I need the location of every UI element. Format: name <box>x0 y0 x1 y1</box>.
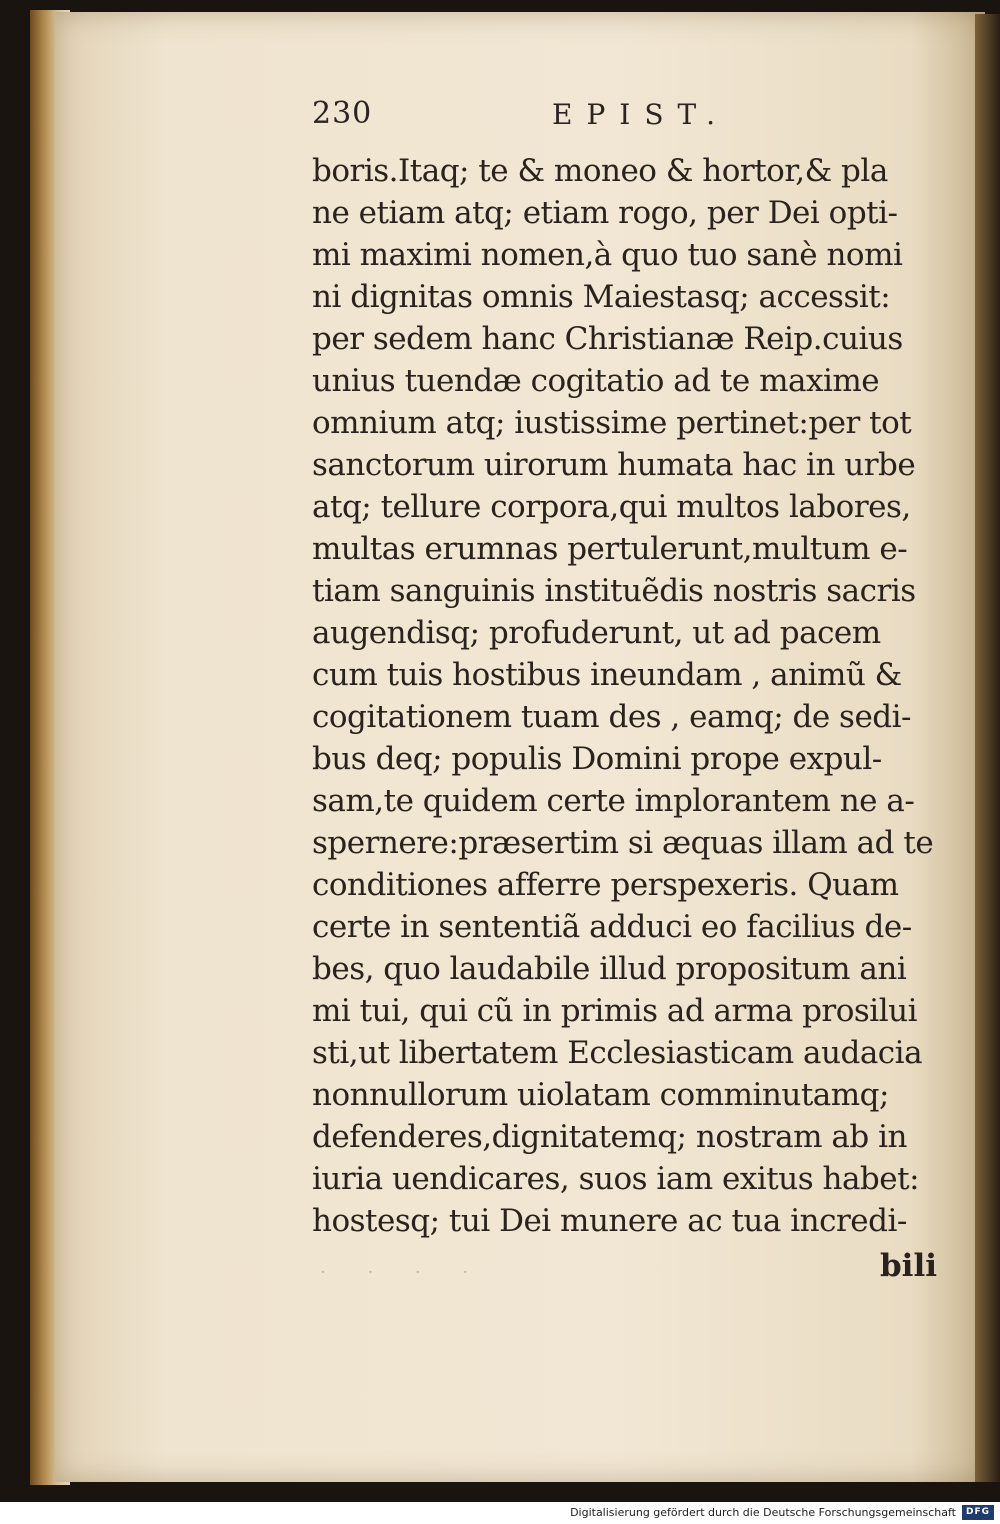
text-line: per sedem hanc Christianæ Reip.cuius <box>312 321 903 357</box>
text-line: nonnullorum uiolatam comminutamq; <box>312 1077 889 1113</box>
text-line: sanctorum uirorum humata hac in urbe <box>312 447 916 483</box>
text-line: omnium atq; iustissime pertinet:per tot <box>312 405 912 441</box>
text-line: hostesq; tui Dei munere ac tua incredi- <box>312 1203 907 1239</box>
text-line: defenderes,dignitatemq; nostram ab in <box>312 1119 907 1155</box>
text-line: sti,ut libertatem Ecclesiasticam audacia <box>312 1035 923 1071</box>
text-line: spernere:præsertim si æquas illam ad te <box>312 825 934 861</box>
text-line: ne etiam atq; etiam rogo, per Dei opti- <box>312 195 898 231</box>
text-line: unius tuendæ cogitatio ad te maxime <box>312 363 880 399</box>
text-line: cum tuis hostibus ineundam , animũ & <box>312 657 902 693</box>
text-line: bes, quo laudabile illud propositum ani <box>312 951 907 987</box>
text-line: certe in sententiã adduci eo facilius de- <box>312 909 912 945</box>
text-line: bus deq; populis Domini prope expul- <box>312 741 882 777</box>
page-number: 230 <box>312 96 373 131</box>
page-header <box>312 96 742 140</box>
text-line: augendisq; profuderunt, ut ad pacem <box>312 615 881 651</box>
page-right-edge <box>975 14 1000 1482</box>
text-line: ni dignitas omnis Maiestasq; accessit: <box>312 279 891 315</box>
text-line: conditiones afferre perspexeris. Quam <box>312 867 899 903</box>
text-line: sam,te quidem certe implorantem ne a- <box>312 783 915 819</box>
ink-show-through: · · · · <box>320 1262 487 1283</box>
text-line: iuria uendicares, suos iam exitus habet: <box>312 1161 920 1197</box>
digitization-footer <box>0 1502 1000 1524</box>
text-line: tiam sanguinis instituẽdis nostris sacris <box>312 573 916 609</box>
running-head: EPIST. <box>552 98 729 131</box>
text-line: mi maximi nomen,à quo tuo sanè nomi <box>312 237 903 273</box>
catchword: bili <box>880 1248 938 1284</box>
text-line: boris.Itaq; te & moneo & hortor,& pla <box>312 153 888 189</box>
body-text <box>312 150 952 1242</box>
text-line: multas erumnas pertulerunt,multum e- <box>312 531 908 567</box>
funding-credit: Digitalisierung gefördert durch die Deutsche Forschungsgemeinschaft <box>570 1506 956 1519</box>
text-line: atq; tellure corpora,qui multos labores, <box>312 489 911 525</box>
text-line: mi tui, qui cũ in primis ad arma prosilui <box>312 993 918 1029</box>
dfg-logo: DFG <box>962 1505 994 1520</box>
text-line: cogitationem tuam des , eamq; de sedi- <box>312 699 912 735</box>
